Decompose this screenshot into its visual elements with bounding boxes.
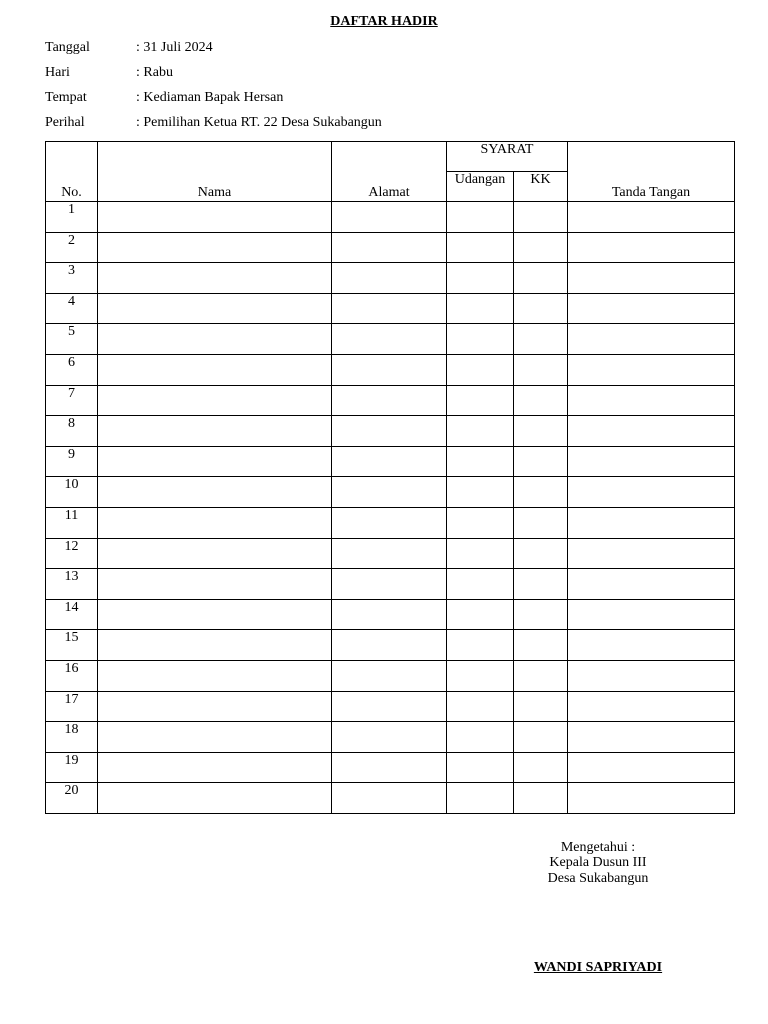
cell-nama[interactable] xyxy=(98,569,332,600)
cell-nama[interactable] xyxy=(98,630,332,661)
cell-nama[interactable] xyxy=(98,263,332,294)
meta-value: : Kediaman Bapak Hersan xyxy=(136,90,284,105)
cell-alamat[interactable] xyxy=(332,599,447,630)
row-number: 16 xyxy=(46,660,98,691)
row-number: 5 xyxy=(46,324,98,355)
cell-tanda-tangan[interactable] xyxy=(568,599,735,630)
cell-nama[interactable] xyxy=(98,416,332,447)
table-row xyxy=(46,538,735,569)
cell-tanda-tangan[interactable] xyxy=(568,477,735,508)
cell-alamat[interactable] xyxy=(332,569,447,600)
cell-kk[interactable] xyxy=(514,722,568,753)
cell-udangan[interactable] xyxy=(447,538,514,569)
cell-tanda-tangan[interactable] xyxy=(568,293,735,324)
cell-kk[interactable] xyxy=(514,263,568,294)
cell-kk[interactable] xyxy=(514,752,568,783)
table-row xyxy=(46,599,735,630)
cell-udangan[interactable] xyxy=(447,691,514,722)
cell-kk[interactable] xyxy=(514,783,568,814)
header-nama: Nama xyxy=(98,142,332,202)
cell-alamat[interactable] xyxy=(332,691,447,722)
cell-tanda-tangan[interactable] xyxy=(568,630,735,661)
cell-udangan[interactable] xyxy=(447,569,514,600)
cell-tanda-tangan[interactable] xyxy=(568,783,735,814)
cell-tanda-tangan[interactable] xyxy=(568,507,735,538)
cell-kk[interactable] xyxy=(514,202,568,233)
cell-nama[interactable] xyxy=(98,202,332,233)
cell-udangan[interactable] xyxy=(447,293,514,324)
cell-kk[interactable] xyxy=(514,354,568,385)
table-body xyxy=(46,202,735,814)
row-number: 6 xyxy=(46,354,98,385)
cell-alamat[interactable] xyxy=(332,293,447,324)
footer-acknowledged: Mengetahui : xyxy=(560,840,636,855)
cell-kk[interactable] xyxy=(514,599,568,630)
cell-tanda-tangan[interactable] xyxy=(568,202,735,233)
meta-label: Hari xyxy=(45,65,70,80)
cell-alamat[interactable] xyxy=(332,477,447,508)
header-alamat: Alamat xyxy=(332,142,447,202)
cell-udangan[interactable] xyxy=(447,477,514,508)
row-number: 9 xyxy=(46,446,98,477)
table-row xyxy=(46,477,735,508)
cell-udangan[interactable] xyxy=(447,202,514,233)
meta-row-tanggal xyxy=(45,39,213,57)
cell-kk[interactable] xyxy=(514,477,568,508)
table-row xyxy=(46,263,735,294)
cell-tanda-tangan[interactable] xyxy=(568,263,735,294)
cell-nama[interactable] xyxy=(98,538,332,569)
meta-value: : Rabu xyxy=(136,65,173,80)
cell-nama[interactable] xyxy=(98,660,332,691)
table-row xyxy=(46,293,735,324)
row-number: 17 xyxy=(46,691,98,722)
meta-value: : Pemilihan Ketua RT. 22 Desa Sukabangun xyxy=(136,115,382,130)
table-row xyxy=(46,660,735,691)
row-number: 10 xyxy=(46,477,98,508)
cell-udangan[interactable] xyxy=(447,630,514,661)
table-row xyxy=(46,416,735,447)
cell-udangan[interactable] xyxy=(447,507,514,538)
table-row xyxy=(46,202,735,233)
cell-tanda-tangan[interactable] xyxy=(568,385,735,416)
cell-kk[interactable] xyxy=(514,446,568,477)
header-udangan: Udangan xyxy=(447,172,514,202)
cell-tanda-tangan[interactable] xyxy=(568,416,735,447)
cell-nama[interactable] xyxy=(98,354,332,385)
row-number: 14 xyxy=(46,599,98,630)
cell-alamat[interactable] xyxy=(332,660,447,691)
cell-alamat[interactable] xyxy=(332,232,447,263)
table-row xyxy=(46,630,735,661)
row-number: 1 xyxy=(46,202,98,233)
cell-alamat[interactable] xyxy=(332,416,447,447)
cell-udangan[interactable] xyxy=(447,385,514,416)
row-number: 13 xyxy=(46,569,98,600)
cell-alamat[interactable] xyxy=(332,446,447,477)
cell-nama[interactable] xyxy=(98,691,332,722)
cell-nama[interactable] xyxy=(98,752,332,783)
table-row xyxy=(46,783,735,814)
footer-village: Desa Sukabangun xyxy=(547,871,649,886)
cell-tanda-tangan[interactable] xyxy=(568,324,735,355)
table-row xyxy=(46,232,735,263)
header-kk: KK xyxy=(514,172,568,202)
cell-udangan[interactable] xyxy=(447,232,514,263)
cell-tanda-tangan[interactable] xyxy=(568,752,735,783)
row-number: 11 xyxy=(46,507,98,538)
cell-alamat[interactable] xyxy=(332,324,447,355)
cell-udangan[interactable] xyxy=(447,783,514,814)
cell-udangan[interactable] xyxy=(447,446,514,477)
cell-alamat[interactable] xyxy=(332,630,447,661)
meta-label: Tanggal xyxy=(45,40,90,55)
cell-tanda-tangan[interactable] xyxy=(568,354,735,385)
cell-udangan[interactable] xyxy=(447,263,514,294)
meta-row-tempat xyxy=(45,89,283,107)
row-number: 7 xyxy=(46,385,98,416)
cell-nama[interactable] xyxy=(98,477,332,508)
row-number: 2 xyxy=(46,232,98,263)
cell-udangan[interactable] xyxy=(447,599,514,630)
cell-udangan[interactable] xyxy=(447,324,514,355)
meta-label: Tempat xyxy=(45,90,87,105)
row-number: 20 xyxy=(46,783,98,814)
cell-kk[interactable] xyxy=(514,416,568,447)
cell-alamat[interactable] xyxy=(332,507,447,538)
cell-tanda-tangan[interactable] xyxy=(568,691,735,722)
meta-value: : 31 Juli 2024 xyxy=(136,40,213,55)
page-title: DAFTAR HADIR xyxy=(330,14,438,29)
cell-udangan[interactable] xyxy=(447,354,514,385)
meta-row-hari xyxy=(45,64,173,82)
meta-row-perihal xyxy=(45,114,382,132)
header-syarat: SYARAT xyxy=(447,142,568,172)
signer-name: WANDI SAPRIYADI xyxy=(533,960,663,975)
header-no: No. xyxy=(46,142,98,202)
row-number: 8 xyxy=(46,416,98,447)
cell-tanda-tangan[interactable] xyxy=(568,569,735,600)
cell-udangan[interactable] xyxy=(447,722,514,753)
row-number: 4 xyxy=(46,293,98,324)
cell-nama[interactable] xyxy=(98,722,332,753)
row-number: 15 xyxy=(46,630,98,661)
table-row xyxy=(46,691,735,722)
cell-alamat[interactable] xyxy=(332,385,447,416)
row-number: 3 xyxy=(46,263,98,294)
cell-udangan[interactable] xyxy=(447,752,514,783)
cell-kk[interactable] xyxy=(514,385,568,416)
cell-nama[interactable] xyxy=(98,324,332,355)
cell-nama[interactable] xyxy=(98,446,332,477)
cell-kk[interactable] xyxy=(514,293,568,324)
cell-nama[interactable] xyxy=(98,599,332,630)
cell-tanda-tangan[interactable] xyxy=(568,660,735,691)
cell-kk[interactable] xyxy=(514,507,568,538)
table-row xyxy=(46,354,735,385)
cell-alamat[interactable] xyxy=(332,722,447,753)
cell-udangan[interactable] xyxy=(447,416,514,447)
cell-tanda-tangan[interactable] xyxy=(568,446,735,477)
cell-nama[interactable] xyxy=(98,232,332,263)
cell-alamat[interactable] xyxy=(332,263,447,294)
cell-alamat[interactable] xyxy=(332,538,447,569)
cell-kk[interactable] xyxy=(514,324,568,355)
cell-tanda-tangan[interactable] xyxy=(568,538,735,569)
cell-alamat[interactable] xyxy=(332,752,447,783)
cell-nama[interactable] xyxy=(98,783,332,814)
attendance-table xyxy=(45,141,735,814)
cell-nama[interactable] xyxy=(98,385,332,416)
cell-nama[interactable] xyxy=(98,293,332,324)
header-tanda-tangan: Tanda Tangan xyxy=(568,142,735,202)
cell-alamat[interactable] xyxy=(332,202,447,233)
footer-position: Kepala Dusun III xyxy=(549,855,647,870)
meta-label: Perihal xyxy=(45,115,85,130)
row-number: 12 xyxy=(46,538,98,569)
cell-kk[interactable] xyxy=(514,691,568,722)
table-row xyxy=(46,507,735,538)
table-row xyxy=(46,324,735,355)
table-row xyxy=(46,752,735,783)
cell-tanda-tangan[interactable] xyxy=(568,232,735,263)
cell-alamat[interactable] xyxy=(332,354,447,385)
cell-kk[interactable] xyxy=(514,630,568,661)
table-row xyxy=(46,385,735,416)
cell-kk[interactable] xyxy=(514,569,568,600)
table-row xyxy=(46,446,735,477)
cell-kk[interactable] xyxy=(514,538,568,569)
cell-nama[interactable] xyxy=(98,507,332,538)
table-row xyxy=(46,569,735,600)
row-number: 18 xyxy=(46,722,98,753)
cell-kk[interactable] xyxy=(514,232,568,263)
row-number: 19 xyxy=(46,752,98,783)
cell-kk[interactable] xyxy=(514,660,568,691)
cell-udangan[interactable] xyxy=(447,660,514,691)
cell-alamat[interactable] xyxy=(332,783,447,814)
cell-tanda-tangan[interactable] xyxy=(568,722,735,753)
table-row xyxy=(46,722,735,753)
